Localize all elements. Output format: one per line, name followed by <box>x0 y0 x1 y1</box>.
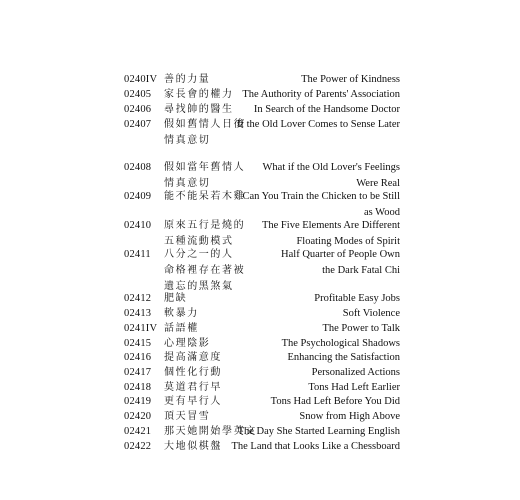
entry-english-title <box>262 218 400 250</box>
english-title-line: Tons Had Left Earlier <box>308 382 400 393</box>
entry-english-title <box>242 189 400 221</box>
entry-chinese-title <box>164 247 245 295</box>
entry-english-title <box>254 102 400 118</box>
entry-code: 0240IV <box>124 74 158 85</box>
english-title-line: The Power of Kindness <box>301 74 400 85</box>
entry-english-title <box>271 394 400 410</box>
entry-english-title <box>299 409 400 425</box>
entry-english-title <box>238 424 400 440</box>
entry-chinese-title <box>164 102 234 118</box>
chinese-title-line: 八分之一的人 <box>164 249 234 260</box>
entry-code: 02408 <box>124 162 152 173</box>
entry-english-title <box>314 291 400 307</box>
entry-chinese-title <box>164 306 199 322</box>
entry-code: 02407 <box>124 119 152 130</box>
english-title-line: The Day She Started Learning English <box>237 426 400 437</box>
entry-code: 02406 <box>124 104 152 115</box>
entry-chinese-title <box>164 321 199 337</box>
entry-code: 02417 <box>124 367 152 378</box>
english-title-line: Tons Had Left Before You Did <box>270 396 400 407</box>
chinese-title-line: 頂天冒雪 <box>164 411 211 422</box>
english-title-line: Personalized Actions <box>311 367 400 378</box>
entry-english-title <box>263 160 400 192</box>
english-title-line: The Land that Looks Like a Chessboard <box>231 441 400 452</box>
entry-code: 0241IV <box>124 323 158 334</box>
entry-english-title <box>287 350 400 366</box>
english-title-line: Can You Train the Chicken to be Still <box>242 191 400 202</box>
chinese-title-line: 更有早行人 <box>164 396 222 407</box>
entry-code: 02419 <box>124 396 152 407</box>
chinese-title-line: 肥缺 <box>164 293 188 304</box>
english-title-line: Profitable Easy Jobs <box>314 293 400 304</box>
entry-chinese-title <box>164 365 222 381</box>
chinese-title-line: 善的力量 <box>164 74 211 85</box>
chinese-title-line: 五種流動模式 <box>164 236 234 247</box>
entry-chinese-title <box>164 291 187 307</box>
chinese-title-line: 提高滿意度 <box>164 352 222 363</box>
english-title-line: Were Real <box>356 178 400 189</box>
entry-chinese-title <box>164 409 210 425</box>
chinese-title-line: 能不能呆若木雞 <box>164 191 246 202</box>
entry-english-title <box>301 72 400 88</box>
entry-english-title <box>343 306 400 322</box>
chinese-title-line: 情真意切 <box>164 135 211 146</box>
entry-chinese-title <box>164 117 245 149</box>
chinese-title-line: 尋找帥的醫生 <box>164 104 234 115</box>
entry-english-title <box>322 321 400 337</box>
entry-code: 02405 <box>124 89 152 100</box>
entry-chinese-title <box>164 87 234 103</box>
chinese-title-line: 軟暴力 <box>164 308 199 319</box>
entry-code: 02409 <box>124 191 152 202</box>
english-title-line: Enhancing the Satisfaction <box>287 352 400 363</box>
english-title-line: What if the Old Lover's Feelings <box>262 162 400 173</box>
chinese-title-line: 情真意切 <box>164 178 211 189</box>
english-title-line: In Search of the Handsome Doctor <box>253 104 400 115</box>
english-title-line: Snow from High Above <box>299 411 400 422</box>
english-title-line: Soft Violence <box>342 308 400 319</box>
chinese-title-line: 話語權 <box>164 323 199 334</box>
entry-code: 02416 <box>124 352 152 363</box>
chinese-title-line: 莫道君行早 <box>164 382 222 393</box>
english-title-line: The Five Elements Are Different <box>261 220 400 231</box>
entry-code: 02412 <box>124 293 152 304</box>
english-title-line: as Wood <box>363 207 400 218</box>
chinese-title-line: 命格裡存在著被 <box>164 265 246 276</box>
english-title-line: The Psychological Shadows <box>281 338 400 349</box>
entry-chinese-title <box>164 218 245 250</box>
chinese-title-line: 個性化行動 <box>164 367 222 378</box>
english-title-line: If the Old Lover Comes to Sense Later <box>237 119 400 130</box>
english-title-line: Half Quarter of People Own <box>281 249 400 260</box>
entry-chinese-title <box>164 72 210 88</box>
entry-code: 02421 <box>124 426 152 437</box>
entry-chinese-title <box>164 160 245 192</box>
entry-code: 02420 <box>124 411 152 422</box>
entry-code: 02411 <box>124 249 151 260</box>
chinese-title-line: 假如舊情人日後 <box>164 119 246 130</box>
entry-code: 02415 <box>124 338 152 349</box>
english-title-line: the Dark Fatal Chi <box>322 265 400 276</box>
chinese-title-line: 假如當年舊情人 <box>164 162 246 173</box>
entry-code: 02413 <box>124 308 152 319</box>
chinese-title-line: 原來五行是燒的 <box>164 220 246 231</box>
english-title-line: The Authority of Parents' Association <box>242 89 400 100</box>
chinese-title-line: 心理陰影 <box>164 338 211 349</box>
english-title-line: The Power to Talk <box>322 323 400 334</box>
entry-english-title <box>281 247 400 279</box>
entry-chinese-title <box>164 394 222 410</box>
entry-english-title <box>312 365 400 381</box>
entry-english-title <box>231 439 400 455</box>
entry-chinese-title <box>164 439 222 455</box>
entry-english-title <box>237 117 400 133</box>
entry-chinese-title <box>164 350 222 366</box>
chinese-title-line: 那天她開始學英文 <box>164 426 257 437</box>
entry-chinese-title <box>164 189 245 205</box>
entry-code: 02422 <box>124 441 152 452</box>
entry-english-title <box>242 87 400 103</box>
entry-code: 02418 <box>124 382 152 393</box>
english-title-line: Floating Modes of Spirit <box>296 236 400 247</box>
entry-code: 02410 <box>124 220 152 231</box>
chinese-title-line: 大地似棋盤 <box>164 441 222 452</box>
chinese-title-line: 遺忘的黑煞氣 <box>164 281 234 292</box>
chinese-title-line: 家長會的權力 <box>164 89 234 100</box>
